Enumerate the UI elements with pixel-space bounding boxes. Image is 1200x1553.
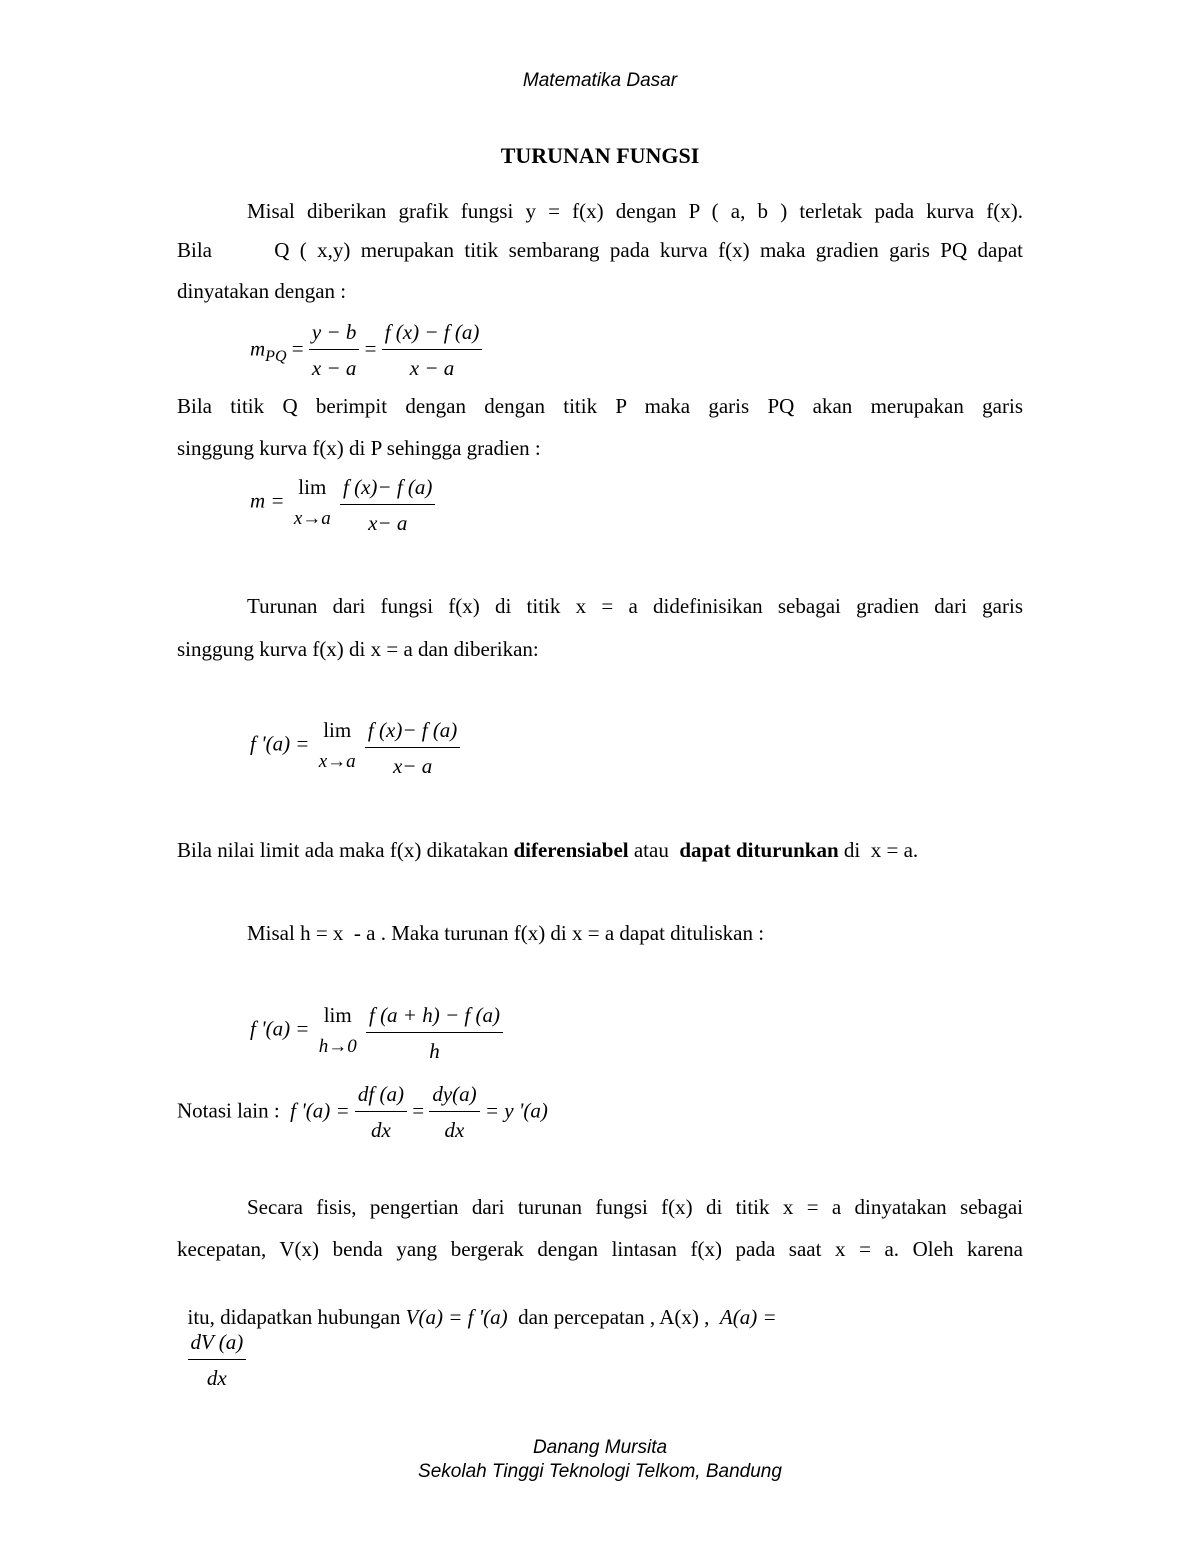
paragraph-6-line-3-mid: dan percepatan , A(x) , xyxy=(507,1305,720,1329)
eq5-equals: = xyxy=(412,1098,425,1123)
eq2-fraction xyxy=(340,475,435,536)
eq5-rhs: = y '(a) xyxy=(484,1098,548,1123)
acceleration-fraction-denominator: dx xyxy=(206,1366,227,1390)
footer-institution: Sekolah Tinggi Teknologi Telkom, Bandung xyxy=(418,1461,782,1482)
eq1-lhs-subscript: PQ xyxy=(265,348,287,366)
eq1-equals: = xyxy=(291,336,304,361)
paragraph-1-line-3: dinyatakan dengan : xyxy=(177,279,347,303)
acceleration-fraction-numerator: dV (a) xyxy=(188,1330,247,1360)
eq4-fraction-numerator: f (a + h) − f (a) xyxy=(366,1003,503,1033)
eq5-lhs: f '(a) = xyxy=(290,1098,350,1123)
acceleration-fraction xyxy=(188,1330,247,1391)
eq5-fraction-1 xyxy=(355,1082,407,1143)
footer-author: Danang Mursita xyxy=(532,1437,668,1458)
eq5-fraction-2-denominator: dx xyxy=(444,1118,465,1142)
eq2-fraction-denominator: x− a xyxy=(368,511,408,535)
paragraph-6-line-3-pre: itu, didapatkan hubungan xyxy=(187,1305,406,1329)
paragraph-2-line-2: singgung kurva f(x) di P sehingga gradien : xyxy=(177,436,541,460)
equation-notation xyxy=(177,1082,548,1143)
eq1-fraction-1-numerator: y − b xyxy=(309,320,360,350)
eq4-fraction-denominator: h xyxy=(429,1039,440,1063)
equation-gradient-tangent xyxy=(250,475,435,536)
eq1-fraction-1 xyxy=(309,320,360,381)
equation-gradient-secant xyxy=(250,320,482,381)
eq5-fraction-1-numerator: df (a) xyxy=(355,1082,407,1112)
eq3-fraction xyxy=(365,718,460,779)
paragraph-6-line-2: kecepatan, V(x) benda yang bergerak dengan lintasan f(x) pada saat x = a. Oleh karena xyxy=(177,1237,1023,1261)
eq3-fraction-numerator: f (x)− f (a) xyxy=(365,718,460,748)
eq3-lhs: f '(a) = xyxy=(250,731,310,756)
eq2-limit-word: lim xyxy=(298,475,327,499)
eq3-limit-word: lim xyxy=(323,718,352,742)
eq1-equals-2: = xyxy=(364,336,377,361)
eq3-limit xyxy=(319,718,356,773)
eq1-fraction-2-numerator: f (x) − f (a) xyxy=(382,320,483,350)
eq4-limit xyxy=(319,1003,357,1058)
paragraph-1-line-1: Misal diberikan grafik fungsi y = f(x) dengan P ( a, b ) terletak pada kurva f(x). xyxy=(247,199,1023,223)
paragraph-3-line-1: Turunan dari fungsi f(x) di titik x = a didefinisikan sebagai gradien dari garis xyxy=(247,594,1023,618)
eq3-limit-subscript: x→a xyxy=(318,751,356,772)
equation-derivative-h-form xyxy=(250,1003,503,1064)
eq5-fraction-2 xyxy=(429,1082,479,1143)
eq4-limit-word: lim xyxy=(323,1003,352,1027)
eq2-limit-subscript: x→a xyxy=(293,508,331,529)
eq5-fraction-2-numerator: dy(a) xyxy=(429,1082,479,1112)
eq5-fraction-1-denominator: dx xyxy=(371,1118,391,1142)
eq2-lhs: m = xyxy=(250,488,285,513)
paragraph-4-pre: Bila nilai limit ada maka f(x) dikatakan xyxy=(177,838,514,862)
velocity-equation: V(a) = f '(a) xyxy=(405,1305,508,1329)
eq2-limit xyxy=(294,475,331,530)
eq4-limit-subscript: h→0 xyxy=(318,1036,357,1057)
paragraph-4-mid: atau xyxy=(628,838,680,862)
page-header: Matematika Dasar xyxy=(522,70,678,91)
paragraph-4-post: di x = a. xyxy=(838,838,919,862)
eq4-fraction xyxy=(366,1003,503,1064)
paragraph-6-line-3 xyxy=(177,1280,777,1391)
eq1-fraction-1-denominator: x − a xyxy=(311,356,357,380)
equation-derivative-definition xyxy=(250,718,460,779)
paragraph-3-line-2: singgung kurva f(x) di x = a dan diberikan: xyxy=(177,637,539,661)
acceleration-equation-lhs: A(a) = xyxy=(719,1305,777,1329)
paragraph-2-line-1: Bila titik Q berimpit dengan dengan titik P maka garis PQ akan merupakan garis xyxy=(177,394,1023,418)
paragraph-5: Misal h = x - a . Maka turunan f(x) di x = a dapat dituliskan : xyxy=(247,921,765,945)
paragraph-4 xyxy=(177,838,918,863)
eq1-lhs: m xyxy=(250,336,266,361)
paragraph-6-line-1: Secara fisis, pengertian dari turunan fungsi f(x) di titik x = a dinyatakan sebagai xyxy=(247,1195,1023,1219)
eq1-fraction-2 xyxy=(382,320,483,381)
paragraph-1-line-2: Bila Q ( x,y) merupakan titik sembarang pada kurva f(x) maka gradien garis PQ dapat xyxy=(177,238,1023,262)
eq4-lhs: f '(a) = xyxy=(250,1016,310,1041)
eq5-label: Notasi lain : xyxy=(177,1098,285,1123)
page-title: TURUNAN FUNGSI xyxy=(500,143,700,168)
eq2-fraction-numerator: f (x)− f (a) xyxy=(340,475,435,505)
paragraph-4-bold-differentiable: diferensiabel xyxy=(513,838,629,862)
eq1-fraction-2-denominator: x − a xyxy=(409,356,455,380)
eq3-fraction-denominator: x− a xyxy=(392,754,433,778)
paragraph-4-bold-derivable: dapat diturunkan xyxy=(679,838,839,862)
